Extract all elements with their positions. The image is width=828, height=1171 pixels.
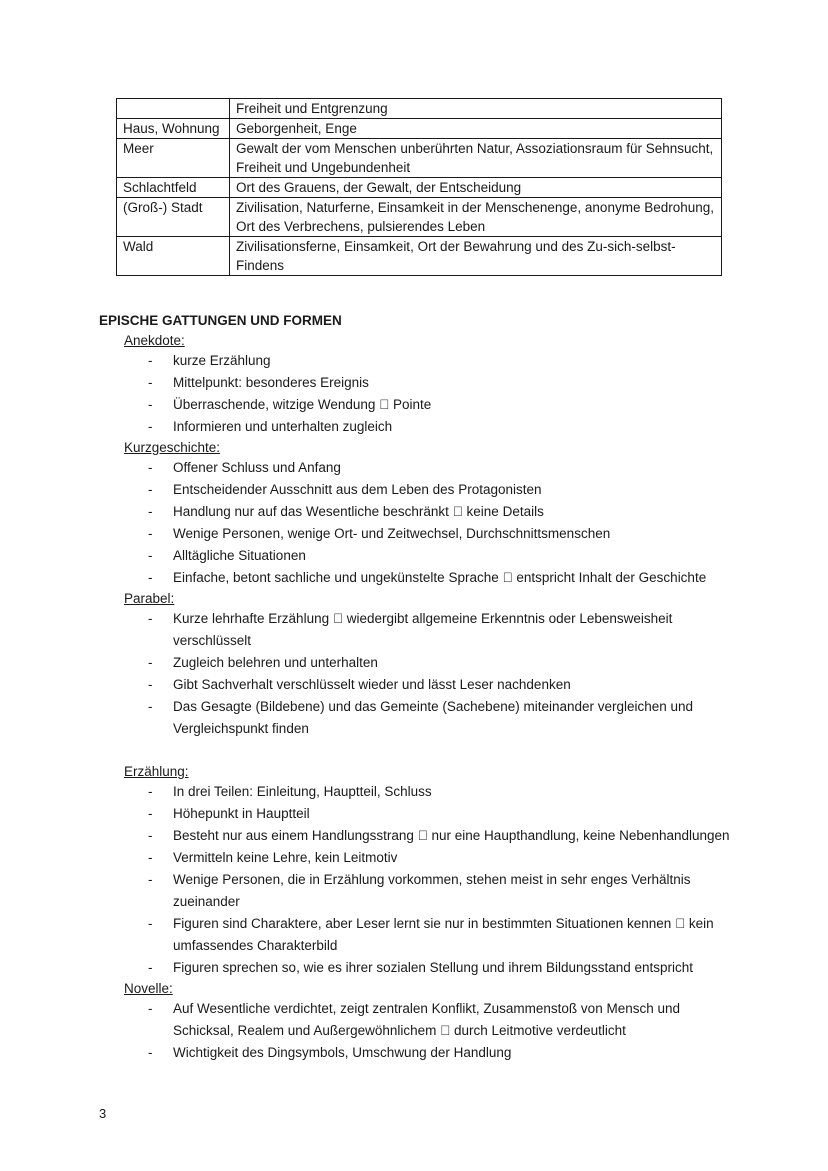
list-item [124, 523, 744, 545]
list-item [124, 825, 744, 847]
table-row [117, 198, 722, 237]
list-item [124, 803, 744, 825]
dash-bullet: - [148, 504, 153, 519]
dash-bullet: - [148, 916, 153, 931]
dash-bullet: - [148, 828, 153, 843]
genre-section [124, 438, 744, 589]
list-item [124, 608, 744, 652]
dash-bullet: - [148, 611, 153, 626]
list-item [124, 416, 744, 438]
list-item [124, 652, 744, 674]
list-item [124, 501, 744, 523]
list-item [124, 350, 744, 372]
list-item [124, 1042, 744, 1064]
table-row [117, 178, 722, 198]
list-item [124, 457, 744, 479]
page-number: 3 [99, 1106, 107, 1121]
motif-meaning-cell: Freiheit und Entgrenzung [230, 99, 722, 119]
genre-list [124, 331, 744, 1064]
genre-items [124, 350, 744, 438]
list-item [124, 674, 744, 696]
list-item [124, 696, 744, 740]
list-item-text: Einfache, betont sachliche und ungekünstelte Sprache   entspricht Inhalt der Geschichte [173, 570, 707, 585]
list-item [124, 957, 744, 979]
list-item-text: Informieren und unterhalten zugleich [173, 419, 393, 434]
list-item-text: Höhepunkt in Hauptteil [173, 806, 310, 821]
genre-title: Erzählung: [124, 764, 189, 779]
list-item-text: Offener Schluss und Anfang [173, 460, 341, 475]
dash-bullet: - [148, 960, 153, 975]
list-item-text: Kurze lehrhafte Erzählung   wiedergibt allgemeine Erkenntnis oder Lebensweisheit verschlüsselt [173, 611, 673, 648]
motif-label-cell: Wald [117, 237, 230, 276]
list-item-text: Figuren sind Charaktere, aber Leser lernt sie nur in bestimmten Situationen kennen   kein umfassendes Charakterbild [173, 916, 714, 953]
list-item-text: Mittelpunkt: besonderes Ereignis [173, 375, 369, 390]
motif-table [116, 98, 722, 276]
list-item-text: Wenige Personen, wenige Ort- und Zeitwechsel, Durchschnittsmenschen [173, 526, 611, 541]
motif-meaning-cell: Ort des Grauens, der Gewalt, der Entscheidung [230, 178, 722, 198]
list-item-text: In drei Teilen: Einleitung, Hauptteil, Schluss [173, 784, 432, 799]
genre-title: Parabel: [124, 591, 175, 606]
dash-bullet: - [148, 850, 153, 865]
spacer [124, 740, 744, 762]
list-item-text: Wenige Personen, die in Erzählung vorkommen, stehen meist in sehr enges Verhältnis zueinander [173, 872, 691, 909]
dash-bullet: - [148, 655, 153, 670]
dash-bullet: - [148, 419, 153, 434]
dash-bullet: - [148, 548, 153, 563]
list-item [124, 545, 744, 567]
motif-meaning-cell: Geborgenheit, Enge [230, 119, 722, 139]
dash-bullet: - [148, 397, 153, 412]
dash-bullet: - [148, 570, 153, 585]
dash-bullet: - [148, 872, 153, 887]
dash-bullet: - [148, 353, 153, 368]
list-item [124, 394, 744, 416]
list-item [124, 781, 744, 803]
list-item-text: Gibt Sachverhalt verschlüsselt wieder und lässt Leser nachdenken [173, 677, 571, 692]
genre-title: Anekdote: [124, 333, 185, 348]
genre-items [124, 998, 744, 1064]
dash-bullet: - [148, 699, 153, 714]
motif-meaning-cell: Gewalt der vom Menschen unberührten Natur, Assoziationsraum für Sehnsucht, Freiheit und Ungebundenheit [230, 139, 722, 178]
dash-bullet: - [148, 526, 153, 541]
motif-label-cell: Meer [117, 139, 230, 178]
list-item-text: Besteht nur aus einem Handlungsstrang   nur eine Haupthandlung, keine Nebenhandlungen [173, 828, 730, 843]
dash-bullet: - [148, 1001, 153, 1016]
dash-bullet: - [148, 375, 153, 390]
list-item-text: Vermitteln keine Lehre, kein Leitmotiv [173, 850, 398, 865]
table-row [117, 139, 722, 178]
genre-section [124, 589, 744, 762]
list-item [124, 372, 744, 394]
list-item-text: Wichtigkeit des Dingsymbols, Umschwung der Handlung [173, 1045, 512, 1060]
table-row [117, 119, 722, 139]
list-item-text: Überraschende, witzige Wendung   Pointe [173, 397, 432, 412]
motif-meaning-cell: Zivilisationsferne, Einsamkeit, Ort der Bewahrung und des Zu-sich-selbst-Findens [230, 237, 722, 276]
genre-items [124, 457, 744, 589]
dash-bullet: - [148, 677, 153, 692]
dash-bullet: - [148, 460, 153, 475]
motif-label-cell [117, 99, 230, 119]
genre-section [124, 979, 744, 1064]
table-row [117, 99, 722, 119]
list-item [124, 847, 744, 869]
genre-section [124, 762, 744, 979]
list-item-text: Figuren sprechen so, wie es ihrer sozialen Stellung und ihrem Bildungsstand entspricht [173, 960, 694, 975]
genre-title: Kurzgeschichte: [124, 440, 221, 455]
motif-meaning-cell: Zivilisation, Naturferne, Einsamkeit in der Menschenenge, anonyme Bedrohung, Ort des Verbrechens, pulsierendes Leben [230, 198, 722, 237]
list-item [124, 479, 744, 501]
list-item-text: Handlung nur auf das Wesentliche beschränkt   keine Details [173, 504, 544, 519]
list-item-text: Zugleich belehren und unterhalten [173, 655, 378, 670]
table-row [117, 237, 722, 276]
list-item-text: Alltägliche Situationen [173, 548, 306, 563]
dash-bullet: - [148, 482, 153, 497]
list-item-text: Das Gesagte (Bildebene) und das Gemeinte (Sachebene) miteinander vergleichen und Vergleichspunkt finden [173, 699, 694, 736]
dash-bullet: - [148, 1045, 153, 1060]
list-item-text: kurze Erzählung [173, 353, 271, 368]
motif-label-cell: Schlachtfeld [117, 178, 230, 198]
motif-label-cell: (Groß-) Stadt [117, 198, 230, 237]
genre-title: Novelle: [124, 981, 173, 996]
list-item [124, 913, 744, 957]
motif-label-cell: Haus, Wohnung [117, 119, 230, 139]
genre-items [124, 781, 744, 979]
dash-bullet: - [148, 806, 153, 821]
genre-section [124, 331, 744, 438]
list-item-text: Auf Wesentliche verdichtet, zeigt zentralen Konflikt, Zusammenstoß von Mensch und Schicksal, Realem und Außergewöhnlichem   durch Leitmotive verdeutlicht [173, 1001, 680, 1038]
list-item [124, 998, 744, 1042]
dash-bullet: - [148, 784, 153, 799]
section-title: EPISCHE GATTUNGEN UND FORMEN [99, 313, 342, 328]
list-item [124, 869, 744, 913]
list-item-text: Entscheidender Ausschnitt aus dem Leben des Protagonisten [173, 482, 542, 497]
genre-items [124, 608, 744, 740]
list-item [124, 567, 744, 589]
